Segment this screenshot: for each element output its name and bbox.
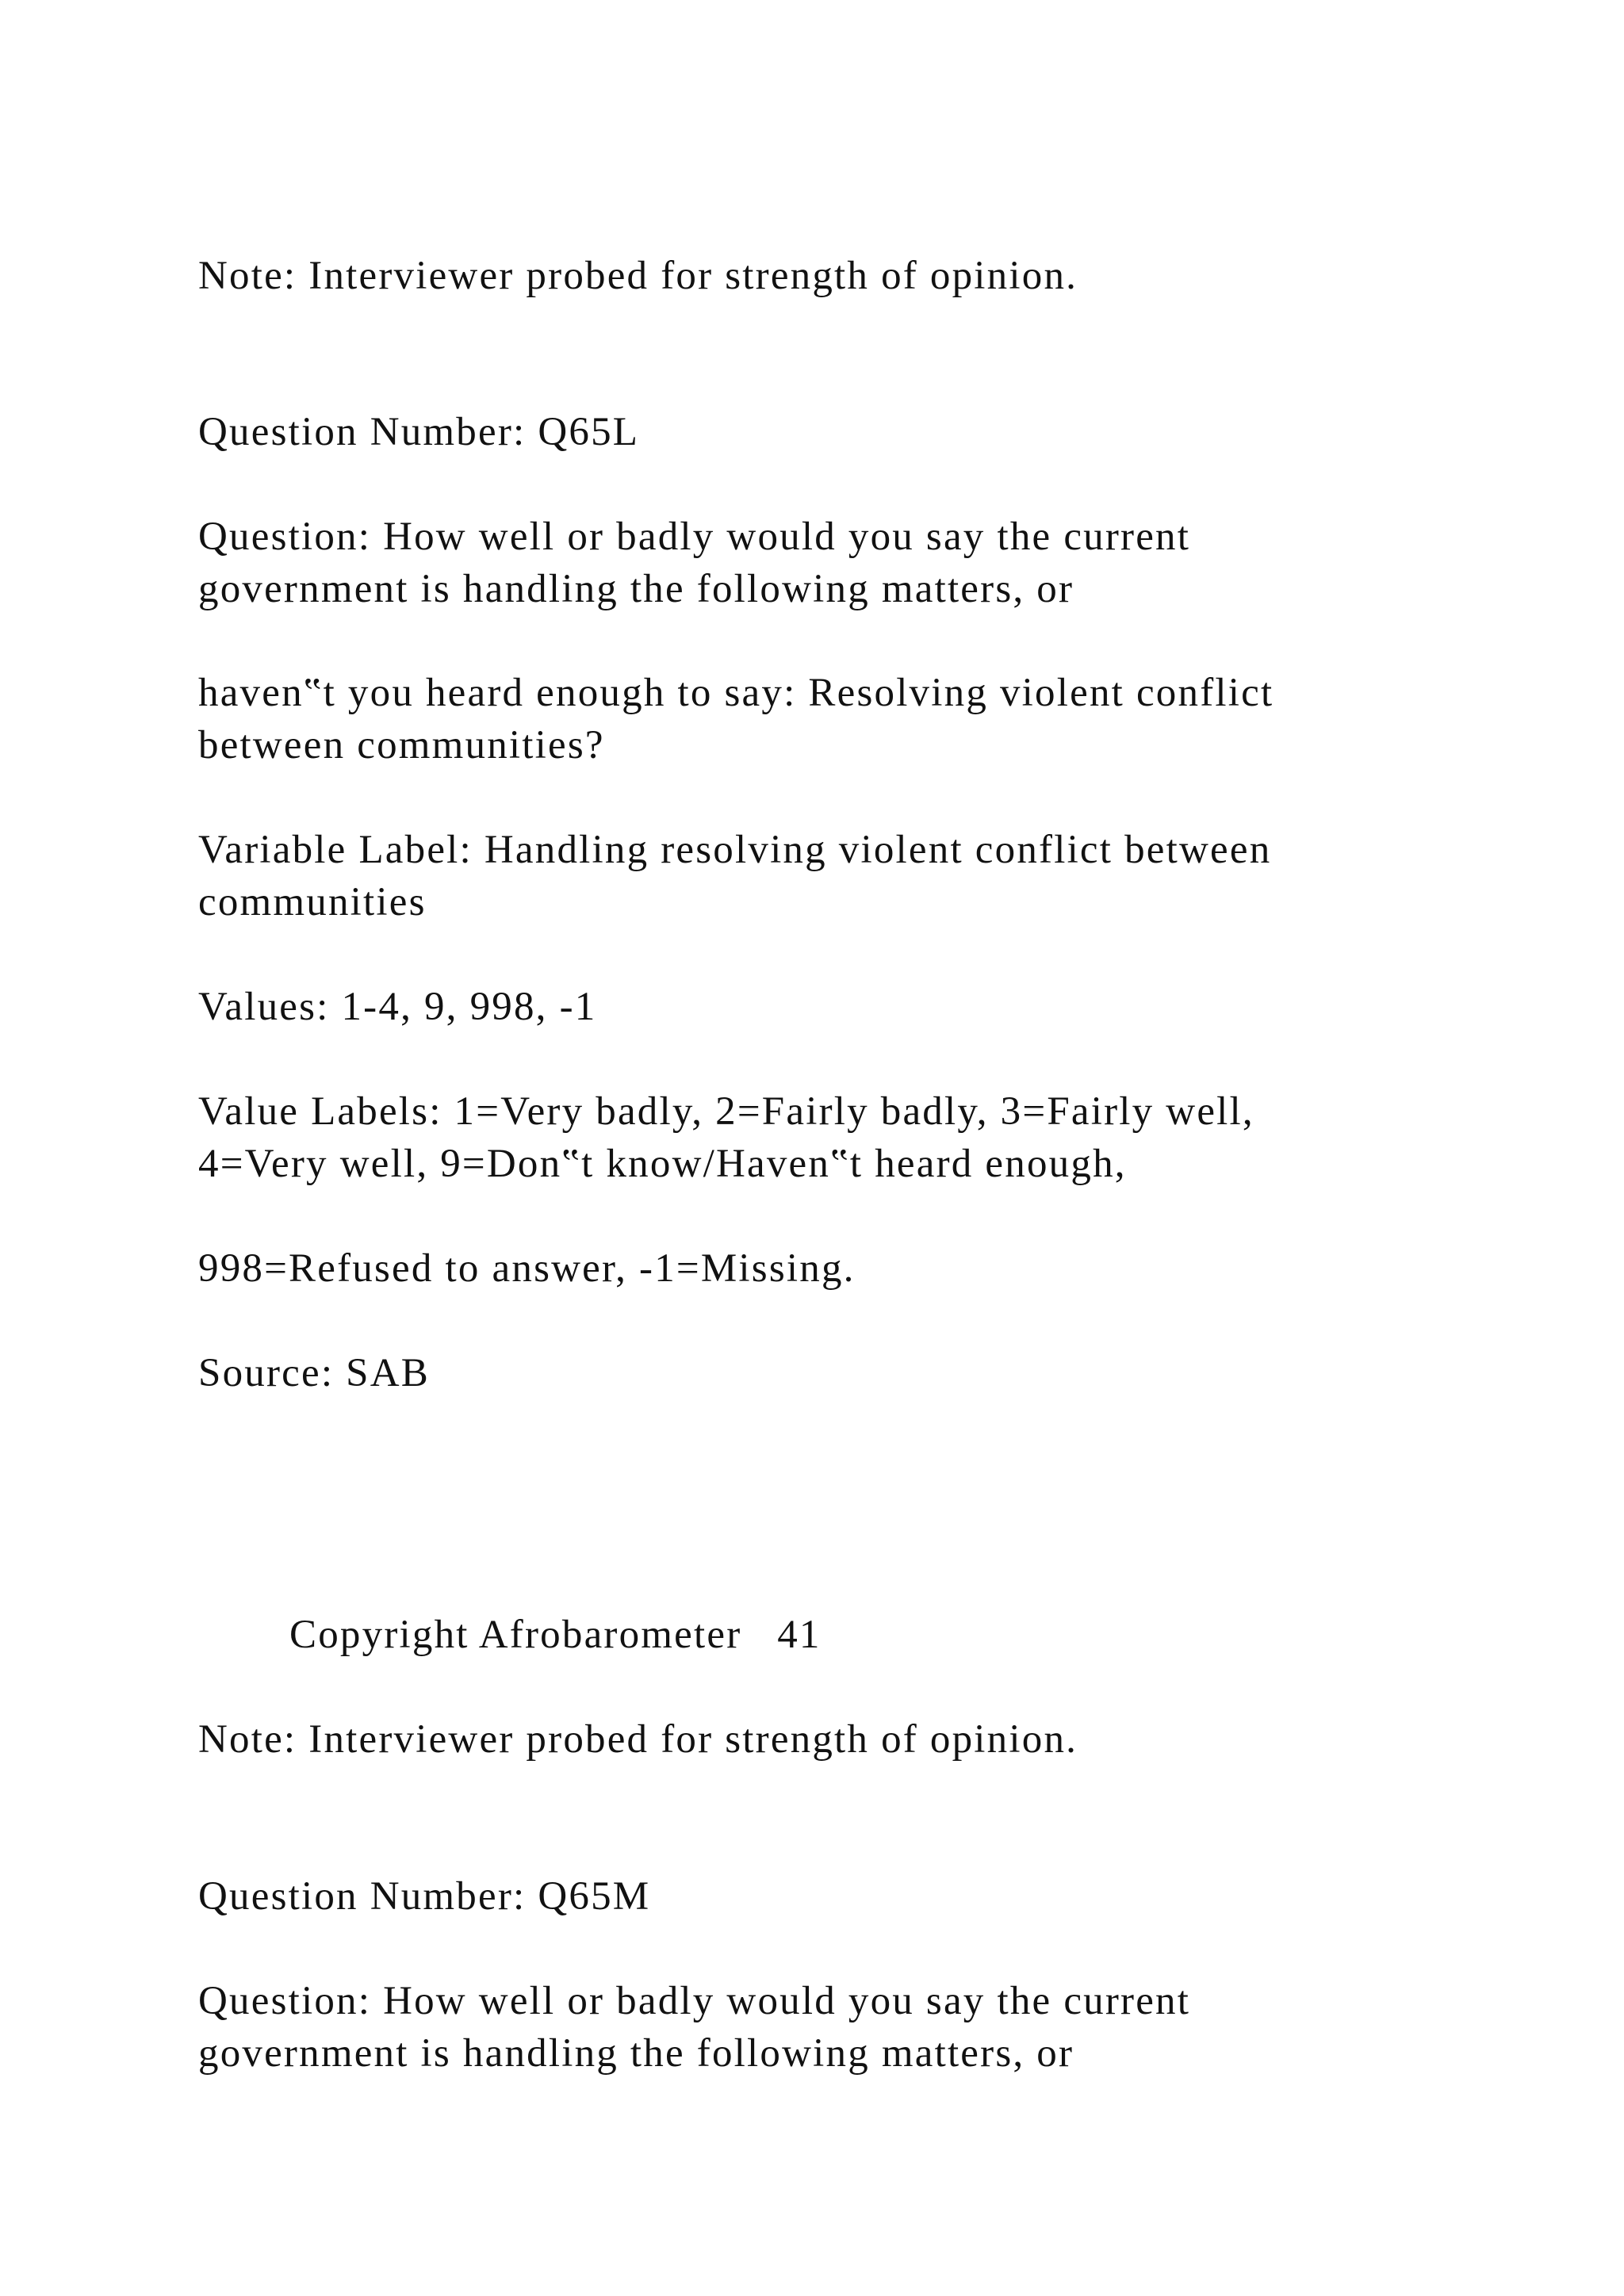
note-text: Note: Interviewer probed for strength of opinion. <box>198 254 1078 298</box>
value-labels-line-1: Value Labels: 1=Very badly, 2=Fairly badly, 3=Fairly well, <box>198 1089 1254 1134</box>
page-footer: Copyright Afrobarometer 41 <box>289 1613 822 1657</box>
variable-label-line-1: Variable Label: Handling resolving violent conflict between <box>198 828 1272 872</box>
variable-label-line-2: communities <box>198 880 427 924</box>
source-text: Source: SAB <box>198 1351 430 1395</box>
question-number-2: Question Number: Q65M <box>198 1874 651 1919</box>
question-text-2-line-1: Question: How well or badly would you say the current <box>198 1979 1191 2023</box>
values-text: Values: 1-4, 9, 998, -1 <box>198 985 597 1029</box>
note-text-2: Note: Interviewer probed for strength of opinion. <box>198 1717 1078 1762</box>
question-text-line-2: government is handling the following matters, or <box>198 567 1074 611</box>
value-labels-line-2: 4=Very well, 9=Don‟t know/Haven‟t heard enough, <box>198 1142 1127 1186</box>
question-text-line-1: Question: How well or badly would you say the current <box>198 515 1191 559</box>
question-text-line-3: haven‟t you heard enough to say: Resolving violent conflict <box>198 671 1274 715</box>
question-number: Question Number: Q65L <box>198 410 640 454</box>
value-labels-line-3: 998=Refused to answer, -1=Missing. <box>198 1246 856 1291</box>
question-text-2-line-2: government is handling the following matters, or <box>198 2031 1074 2076</box>
question-text-line-4: between communities? <box>198 723 605 767</box>
